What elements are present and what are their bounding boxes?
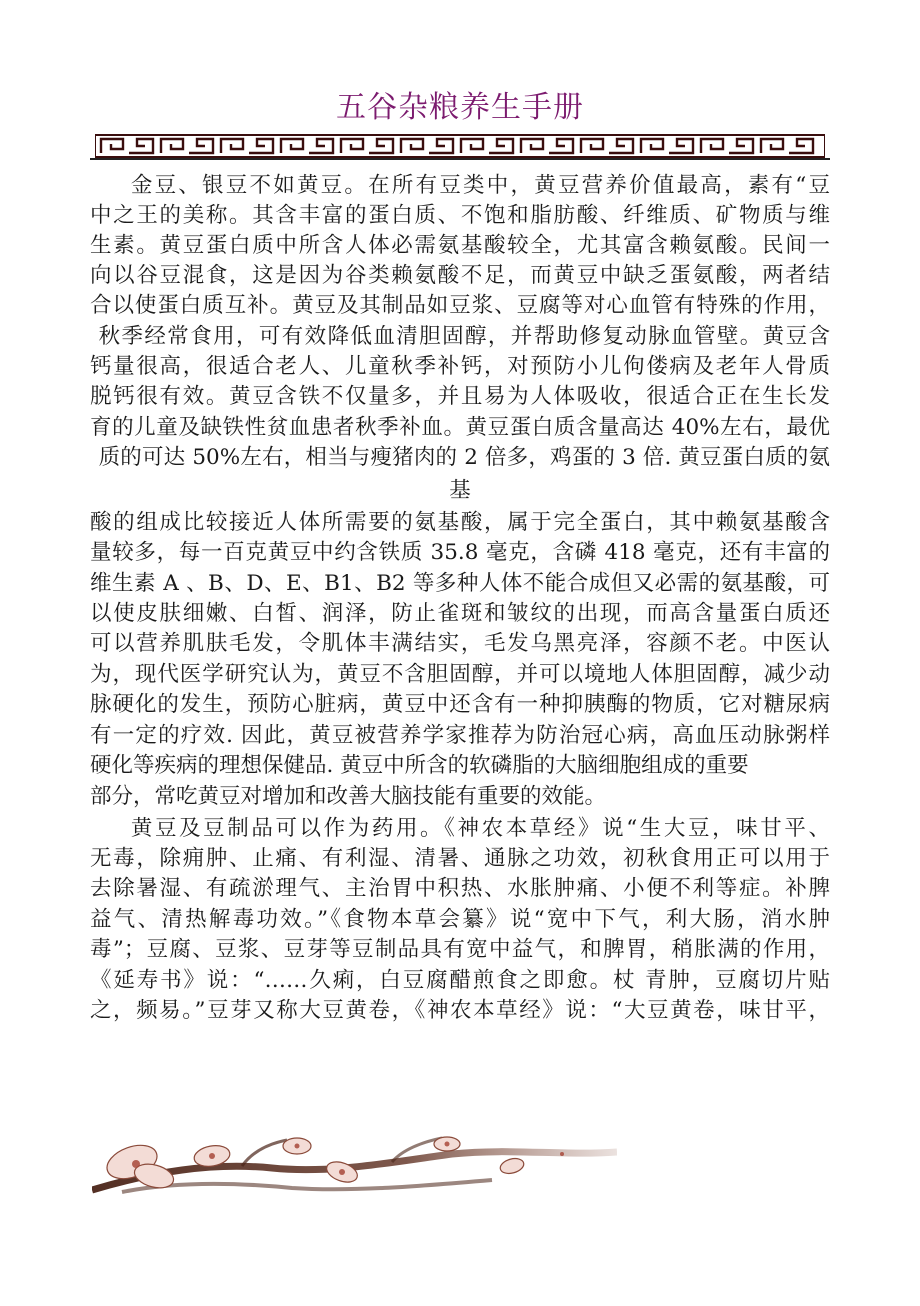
text-line: 育的儿童及缺铁性贫血患者秋季补血。黄豆蛋白质含量高达 40%左右，最优 — [90, 415, 830, 440]
greek-key-border-icon — [95, 134, 825, 158]
text-line: 向以谷豆混食，这是因为谷类赖氨酸不足，而黄豆中缺乏蛋氨酸，两者结 — [90, 263, 830, 288]
text-line: 以使皮肤细嫩、白皙、润泽，防止雀斑和皱纹的出现，而高含量蛋白质还 — [90, 601, 830, 626]
text-line: 秋季经常食用，可有效降低血清胆固醇，并帮助修复动脉血管壁。黄豆含 — [98, 324, 830, 349]
text-line: 金豆、银豆不如黄豆。在所有豆类中，黄豆营养价值最高，素有“豆 — [130, 173, 830, 198]
text-line: 毒”；豆腐、豆浆、豆芽等豆制品具有宽中益气，和脾胃，稍胀满的作用， — [90, 937, 830, 962]
text-line: 之，频易。”豆芽又称大豆黄卷，《神农本草经》说：“大豆黄卷，味甘平， — [90, 998, 830, 1023]
text-line: 脱钙很有效。黄豆含铁不仅量多，并且易为人体吸收，很适合正在生长发 — [90, 384, 830, 409]
text-line: 有一定的疗效. 因此，黄豆被营养学家推荐为防治冠心病，高血压动脉粥样 — [90, 723, 830, 748]
text-line: 酸的组成比较接近人体所需要的氨基酸，属于完全蛋白，其中赖氨基酸含 — [90, 510, 830, 535]
text-line: 为，现代医学研究认为，黄豆不含胆固醇，并可以境地人体胆固醇，减少动 — [90, 662, 830, 687]
text-line: 益气、清热解毒功效。”《食物本草会纂》说“宽中下气，利大肠，消水肿 — [90, 907, 830, 932]
text-line: 无毒，除痈肿、止痛、有利湿、清暑、通脉之功效，初秋食用正可以用于 — [90, 846, 830, 871]
text-line: 质的可达 50%左右，相当与瘦猪肉的 2 倍多，鸡蛋的 3 倍. 黄豆蛋白质的氨 — [98, 445, 830, 470]
text-line: 维生素 A 、B、D、E、B1、B2 等多种人体不能合成但又必需的氨基酸，可 — [90, 571, 830, 596]
text-line: 硬化等疾病的理想保健品. 黄豆中所含的软磷脂的大脑细胞组成的重要 — [90, 753, 749, 778]
plum-blossom-ornament-icon — [92, 1132, 617, 1198]
text-line: 可以营养肌肤毛发，令肌体丰满结实，毛发乌黑亮泽，容颜不老。中医认 — [90, 631, 830, 656]
text-line: 钙量很高，很适合老人、儿童秋季补钙，对预防小儿佝偻病及老年人骨质 — [90, 354, 830, 379]
text-line: 《延寿书》说：“……久痢，白豆腐醋煎食之即愈。杖 青肿，豆腐切片贴 — [90, 968, 830, 993]
text-line: 黄豆及豆制品可以作为药用。《神农本草经》说“生大豆，味甘平、 — [130, 816, 830, 841]
text-line: 部分，常吃黄豆对增加和改善大脑技能有重要的效能。 — [90, 784, 607, 809]
text-line: 量较多，每一百克黄豆中约含铁质 35.8 毫克，含磷 418 毫克，还有丰富的 — [90, 540, 830, 565]
text-line: 生素。黄豆蛋白质中所含人体必需氨基酸较全，尤其富含赖氨酸。民间一 — [90, 233, 830, 258]
title-underline-rule — [90, 158, 830, 160]
text-line: 合以使蛋白质互补。黄豆及其制品如豆浆、豆腐等对心血管有特殊的作用， — [90, 293, 830, 318]
text-line: 基 — [449, 478, 471, 503]
page-title: 五谷杂粮养生手册 — [336, 90, 584, 125]
text-line: 去除暑湿、有疏淤理气、主治胃中积热、水胀肿痛、小便不利等症。补脾 — [90, 876, 830, 901]
text-line: 中之王的美称。其含丰富的蛋白质、不饱和脂肪酸、纤维质、矿物质与维 — [90, 203, 830, 228]
text-line: 脉硬化的发生，预防心脏病，黄豆中还含有一种抑胰酶的物质，它对糖尿病 — [90, 692, 830, 717]
